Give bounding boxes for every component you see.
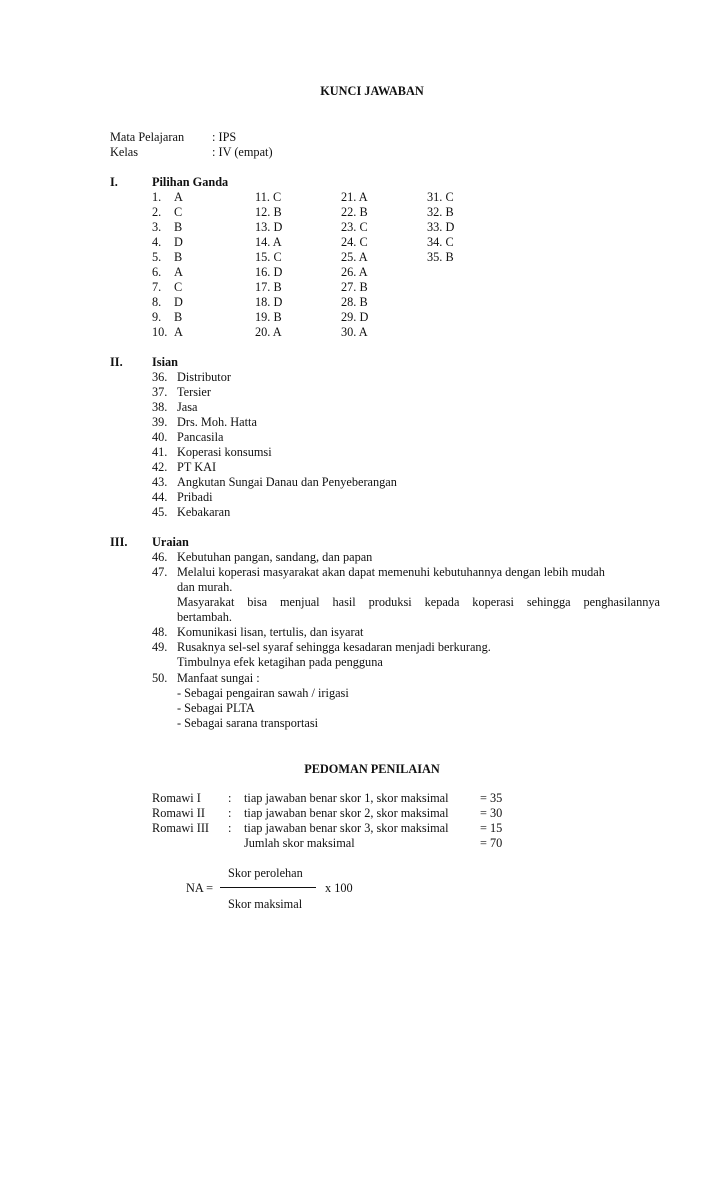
- mc-item: 12. B: [255, 205, 282, 219]
- mc-item: 32. B: [427, 205, 454, 219]
- isian-number: 43.: [152, 475, 168, 489]
- mc-item: 13. D: [255, 220, 283, 234]
- formula-lhs: NA =: [186, 881, 214, 895]
- isian-number: 41.: [152, 445, 168, 459]
- score-row-desc: tiap jawaban benar skor 1, skor maksimal: [244, 791, 449, 805]
- formula-denominator: Skor maksimal: [228, 897, 303, 911]
- mc-item: 15. C: [255, 250, 282, 264]
- isian-answer: Kebakaran: [177, 505, 231, 519]
- isian-answer: Pancasila: [177, 430, 224, 444]
- isian-answer: Angkutan Sungai Danau dan Penyeberangan: [177, 475, 397, 489]
- uraian-text-49a: Rusaknya sel-sel syaraf sehingga kesadaran menjadi berkurang.: [177, 640, 491, 654]
- mc-item: 14. A: [255, 235, 282, 249]
- isian-number: 45.: [152, 505, 168, 519]
- mc-item: 30. A: [341, 325, 368, 339]
- uraian-text-48: Komunikasi lisan, tertulis, dan isyarat: [177, 625, 364, 639]
- mc-answer: B: [174, 250, 183, 264]
- mc-answer: B: [174, 220, 183, 234]
- section3-roman: III.: [110, 535, 128, 549]
- mc-item: 22. B: [341, 205, 368, 219]
- mc-number: 8.: [152, 295, 162, 309]
- mc-number: 6.: [152, 265, 162, 279]
- uraian-text-47c: Masyarakat bisa menjual hasil produksi kepada koperasi sehingga penghasilannya: [177, 595, 660, 609]
- mc-item: 26. A: [341, 265, 368, 279]
- mc-item: 31. C: [427, 190, 454, 204]
- mc-item: 33. D: [427, 220, 455, 234]
- sum-label: Jumlah skor maksimal: [244, 836, 355, 850]
- uraian-num-50: 50.: [152, 671, 168, 685]
- formula-numerator: Skor perolehan: [228, 866, 303, 880]
- section1-heading: Pilihan Ganda: [152, 175, 229, 189]
- scoring-title: PEDOMAN PENILAIAN: [304, 762, 440, 776]
- score-row-desc: tiap jawaban benar skor 2, skor maksimal: [244, 806, 449, 820]
- fraction-bar: [220, 887, 316, 888]
- section3-heading: Uraian: [152, 535, 189, 549]
- score-row-label: Romawi II: [152, 806, 205, 820]
- mc-item: 28. B: [341, 295, 368, 309]
- page-title: KUNCI JAWABAN: [320, 84, 424, 98]
- score-row-label: Romawi I: [152, 791, 201, 805]
- uraian-text-49b: Timbulnya efek ketagihan pada pengguna: [177, 655, 383, 669]
- uraian-num-46: 46.: [152, 550, 168, 564]
- uraian-text-47a: Melalui koperasi masyarakat akan dapat memenuhi kebutuhannya dengan lebih mudah: [177, 565, 605, 579]
- mc-item: 34. C: [427, 235, 454, 249]
- mc-item: 23. C: [341, 220, 368, 234]
- class-label: Kelas: [110, 145, 138, 159]
- mc-item: 20. A: [255, 325, 282, 339]
- mc-item: 17. B: [255, 280, 282, 294]
- mc-answer: C: [174, 205, 183, 219]
- uraian-num-49: 49.: [152, 640, 168, 654]
- isian-answer: Distributor: [177, 370, 231, 384]
- mc-number: 1.: [152, 190, 162, 204]
- mc-answer: A: [174, 325, 183, 339]
- formula-multiplier: x 100: [325, 881, 353, 895]
- score-row-colon: :: [228, 806, 232, 820]
- score-row-colon: :: [228, 821, 232, 835]
- score-row-desc: tiap jawaban benar skor 3, skor maksimal: [244, 821, 449, 835]
- mc-item: 24. C: [341, 235, 368, 249]
- section2-heading: Isian: [152, 355, 178, 369]
- mc-number: 10.: [152, 325, 168, 339]
- isian-number: 39.: [152, 415, 168, 429]
- mc-item: 11. C: [255, 190, 282, 204]
- class-value: : IV (empat): [212, 145, 273, 159]
- section2-roman: II.: [110, 355, 123, 369]
- mc-number: 2.: [152, 205, 162, 219]
- uraian-num-48: 48.: [152, 625, 168, 639]
- isian-answer: Pribadi: [177, 490, 213, 504]
- isian-number: 36.: [152, 370, 168, 384]
- uraian-text-46: Kebutuhan pangan, sandang, dan papan: [177, 550, 373, 564]
- section1-roman: I.: [110, 175, 118, 189]
- uraian-text-50b: - Sebagai PLTA: [177, 701, 255, 715]
- score-row-label: Romawi III: [152, 821, 210, 835]
- isian-answer: PT KAI: [177, 460, 217, 474]
- mc-item: 25. A: [341, 250, 368, 264]
- isian-number: 40.: [152, 430, 168, 444]
- isian-number: 37.: [152, 385, 168, 399]
- isian-answer: Jasa: [177, 400, 198, 414]
- uraian-num-47: 47.: [152, 565, 168, 579]
- uraian-text-50: Manfaat sungai :: [177, 671, 260, 685]
- mc-item: 21. A: [341, 190, 368, 204]
- score-row-total: = 15: [480, 821, 503, 835]
- isian-number: 44.: [152, 490, 168, 504]
- isian-answer: Drs. Moh. Hatta: [177, 415, 257, 429]
- mc-number: 7.: [152, 280, 162, 294]
- isian-answer: Koperasi konsumsi: [177, 445, 272, 459]
- mc-answer: C: [174, 280, 183, 294]
- mc-answer: B: [174, 310, 183, 324]
- mc-number: 3.: [152, 220, 162, 234]
- uraian-text-50c: - Sebagai sarana transportasi: [177, 716, 319, 730]
- isian-answer: Tersier: [177, 385, 211, 399]
- mc-answer: A: [174, 190, 183, 204]
- mc-answer: D: [174, 295, 183, 309]
- isian-number: 38.: [152, 400, 168, 414]
- mc-item: 27. B: [341, 280, 368, 294]
- mc-item: 35. B: [427, 250, 454, 264]
- score-row-total: = 35: [480, 791, 503, 805]
- uraian-text-50a: - Sebagai pengairan sawah / irigasi: [177, 686, 349, 700]
- score-row-total: = 30: [480, 806, 503, 820]
- uraian-text-47d: bertambah.: [177, 610, 232, 624]
- mc-item: 29. D: [341, 310, 369, 324]
- mc-number: 5.: [152, 250, 162, 264]
- mc-item: 18. D: [255, 295, 283, 309]
- mc-number: 4.: [152, 235, 162, 249]
- mc-number: 9.: [152, 310, 162, 324]
- subject-label: Mata Pelajaran: [110, 130, 185, 144]
- uraian-text-47b: dan murah.: [177, 580, 233, 594]
- mc-answer: A: [174, 265, 183, 279]
- sum-total: = 70: [480, 836, 503, 850]
- subject-value: : IPS: [212, 130, 237, 144]
- isian-number: 42.: [152, 460, 168, 474]
- mc-item: 19. B: [255, 310, 282, 324]
- score-row-colon: :: [228, 791, 232, 805]
- mc-item: 16. D: [255, 265, 283, 279]
- mc-answer: D: [174, 235, 183, 249]
